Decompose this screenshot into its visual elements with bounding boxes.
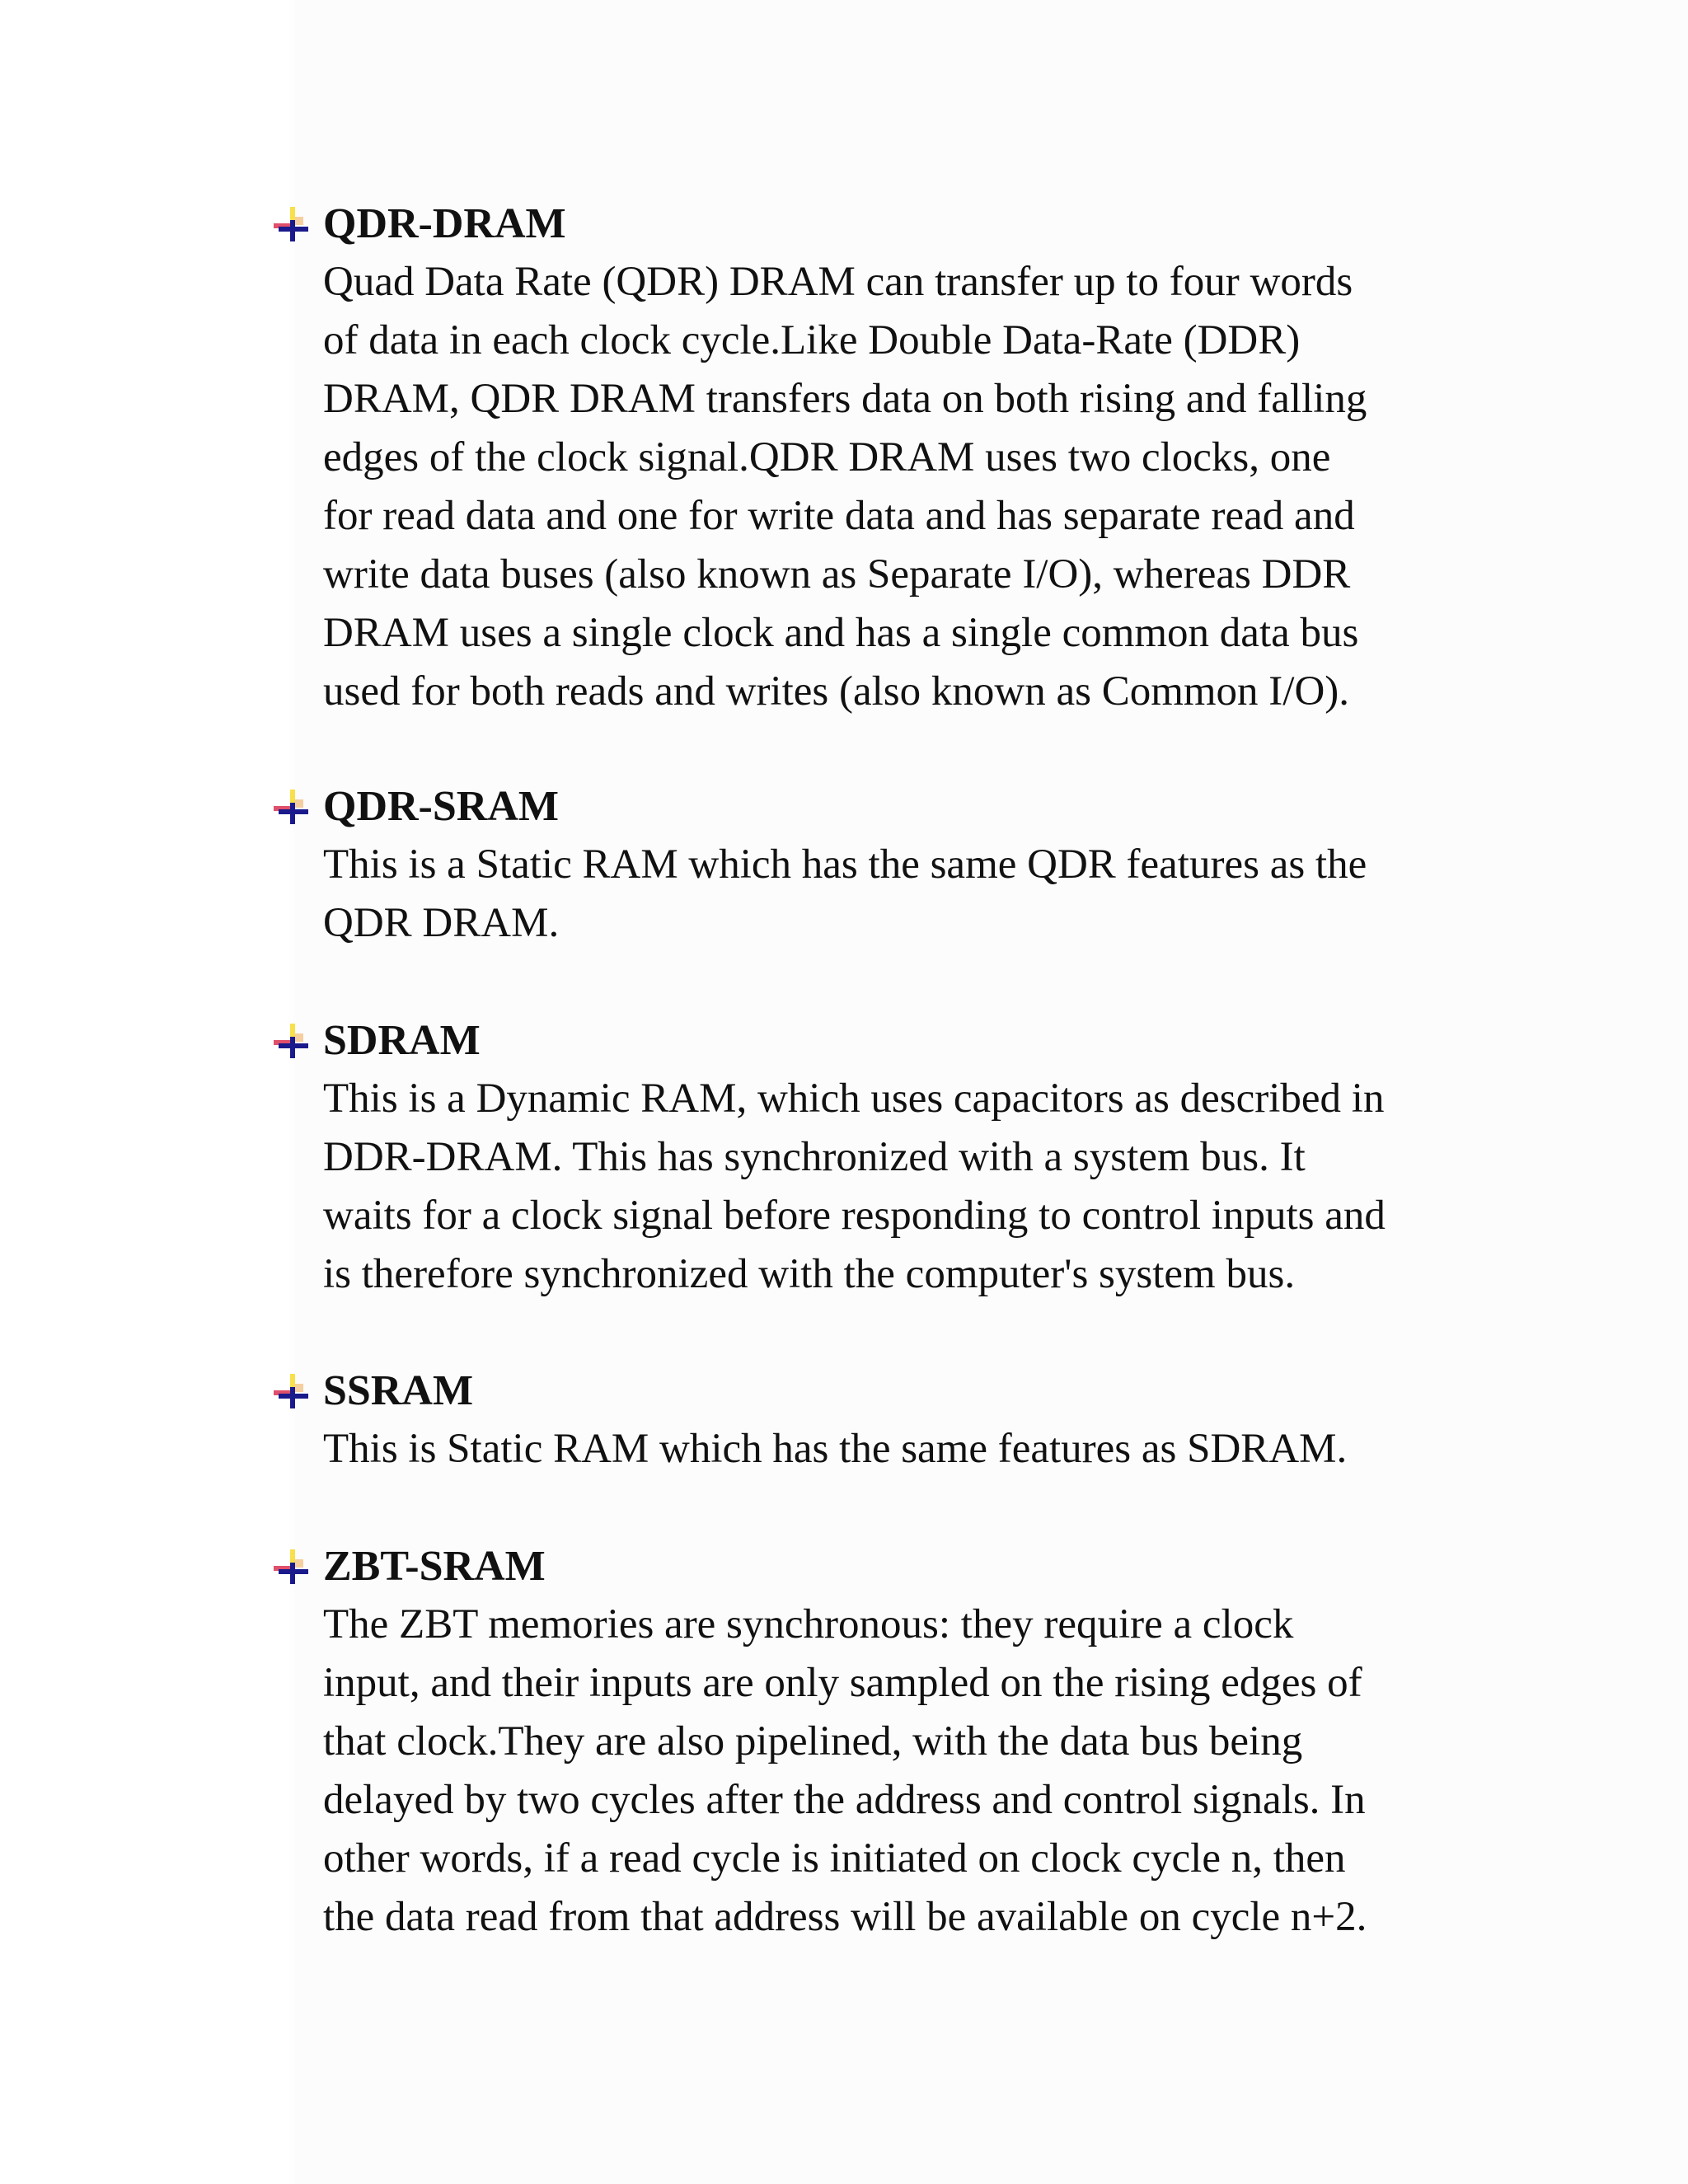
section-qdr-dram xyxy=(272,194,1467,721)
section-heading xyxy=(272,1011,1467,1070)
body-line: The ZBT memories are synchronous: they require a clock xyxy=(323,1601,1294,1647)
section-sdram xyxy=(272,1011,1467,1304)
section-qdr-sram xyxy=(272,777,1467,953)
section-title: QDR-SRAM xyxy=(323,783,559,830)
body-line: other words, if a read cycle is initiated on clock cycle n, then xyxy=(323,1835,1346,1882)
section-title: ZBT-SRAM xyxy=(323,1543,546,1590)
body-line: This is a Dynamic RAM, which uses capacitors as described in xyxy=(323,1076,1385,1122)
plus-cross-bullet-icon xyxy=(272,205,310,243)
section-title: SDRAM xyxy=(323,1017,481,1064)
section-body xyxy=(323,1420,1467,1479)
section-heading xyxy=(272,194,1467,253)
section-ssram xyxy=(272,1361,1467,1479)
body-line: QDR DRAM. xyxy=(323,900,560,946)
body-line: delayed by two cycles after the address and control signals. In xyxy=(323,1777,1366,1823)
plus-cross-bullet-icon xyxy=(272,788,310,826)
body-line: DRAM, QDR DRAM transfers data on both rising and falling xyxy=(323,376,1367,422)
body-line: This is a Static RAM which has the same QDR features as the xyxy=(323,841,1367,888)
body-line: the data read from that address will be available on cycle n+2. xyxy=(323,1894,1367,1940)
section-body xyxy=(323,836,1467,953)
section-heading xyxy=(272,777,1467,836)
body-line: waits for a clock signal before responding to control inputs and xyxy=(323,1193,1386,1239)
body-line: DDR-DRAM. This has synchronized with a system bus. It xyxy=(323,1134,1306,1180)
plus-cross-bullet-icon xyxy=(272,1372,310,1410)
body-line: used for both reads and writes (also known as Common I/O). xyxy=(323,668,1350,715)
body-line: of data in each clock cycle.Like Double Data-Rate (DDR) xyxy=(323,317,1301,363)
section-body xyxy=(323,1070,1467,1304)
section-body xyxy=(323,253,1467,721)
section-heading xyxy=(272,1361,1467,1420)
section-zbt-sram xyxy=(272,1537,1467,1947)
section-body xyxy=(323,1596,1467,1947)
plus-cross-bullet-icon xyxy=(272,1022,310,1060)
body-line: Quad Data Rate (QDR) DRAM can transfer up to four words xyxy=(323,259,1353,305)
body-line: DRAM uses a single clock and has a single common data bus xyxy=(323,610,1359,656)
body-line: is therefore synchronized with the computer's system bus. xyxy=(323,1251,1296,1297)
body-line: that clock.They are also pipelined, with the data bus being xyxy=(323,1718,1303,1765)
body-line: input, and their inputs are only sampled on the rising edges of xyxy=(323,1660,1362,1706)
section-heading xyxy=(272,1537,1467,1596)
body-line: This is Static RAM which has the same features as SDRAM. xyxy=(323,1426,1348,1472)
section-title: SSRAM xyxy=(323,1367,474,1414)
body-line: edges of the clock signal.QDR DRAM uses two clocks, one xyxy=(323,434,1331,480)
section-title: QDR-DRAM xyxy=(323,200,566,247)
body-line: write data buses (also known as Separate I/O), whereas DDR xyxy=(323,551,1351,598)
plus-cross-bullet-icon xyxy=(272,1548,310,1586)
body-line: for read data and one for write data and has separate read and xyxy=(323,493,1355,539)
